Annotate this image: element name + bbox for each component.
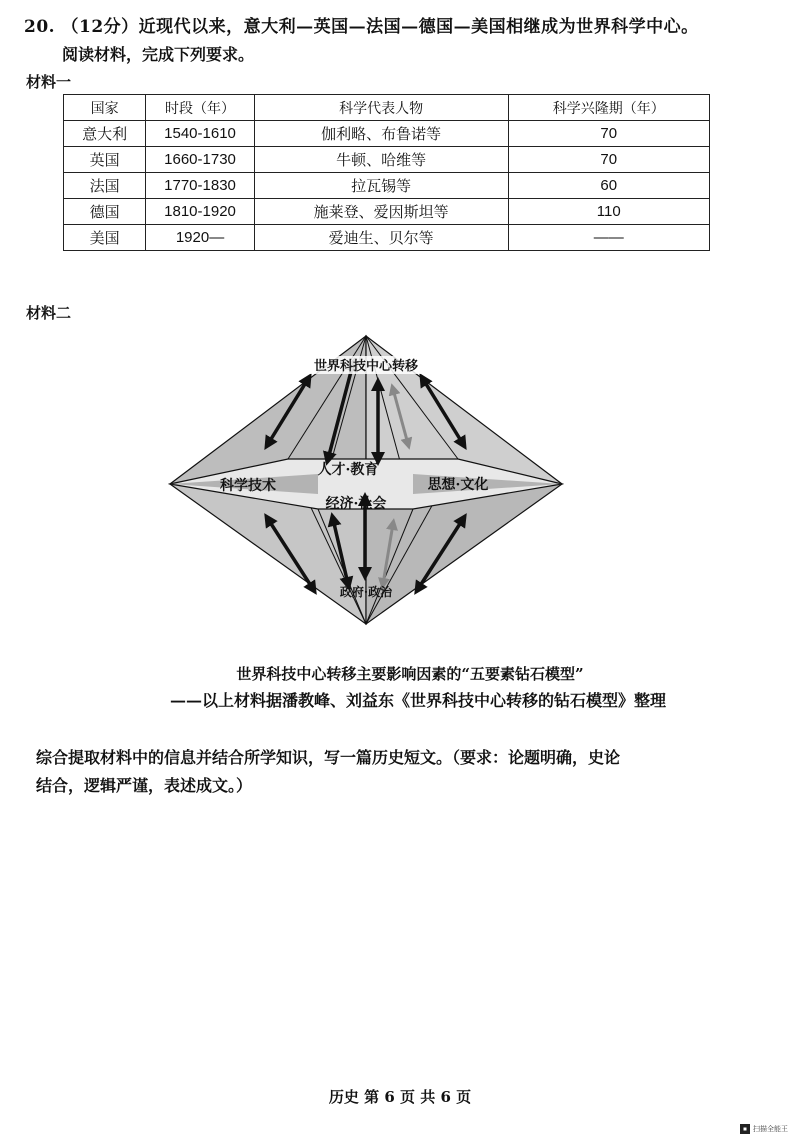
task-instruction-line1: 综合提取材料中的信息并结合所学知识，写一篇历史短文。（要求：论题明确，史论 [36,748,621,767]
table-row [64,225,710,251]
material1-label: 材料一 [26,73,72,91]
cell-years: 110 [508,199,709,225]
cell-period: 1540-1610 [146,121,254,147]
label-top-world-center-shift: 世界科技中心转移 [313,359,419,374]
table-row [64,121,710,147]
cell-country: 意大利 [64,121,146,147]
cell-country: 德国 [64,199,146,225]
cell-years: —— [508,225,709,251]
table-row [64,173,710,199]
cell-representatives: 爱迪生、贝尔等 [254,225,508,251]
cell-period: 1660-1730 [146,147,254,173]
label-government-politics: 政府·政治 [339,585,393,599]
question-instruction: 阅读材料，完成下列要求。 [62,45,255,64]
cell-period: 1810-1920 [146,199,254,225]
scanner-watermark [740,1124,788,1134]
cell-representatives: 牛顿、哈维等 [254,147,508,173]
header-country: 国家 [64,95,146,121]
table-row [64,199,710,225]
cell-country: 法国 [64,173,146,199]
header-representatives: 科学代表人物 [254,95,508,121]
cell-period: 1770-1830 [146,173,254,199]
cell-country: 英国 [64,147,146,173]
cell-country: 美国 [64,225,146,251]
table-row [64,147,710,173]
material-source: ——以上材料据潘教峰、刘益东《世界科技中心转移的钻石模型》整理 [170,691,667,710]
task-instruction-line2: 结合，逻辑严谨，表述成文。） [36,776,253,795]
cell-representatives: 伽利略、布鲁诺等 [254,121,508,147]
material2-label: 材料二 [26,304,72,322]
label-thought-culture: 思想·文化 [427,477,489,493]
header-period: 时段（年） [146,95,254,121]
label-science-technology: 科学技术 [220,478,276,494]
question-prompt: 20. （12分）近现代以来，意大利—英国—法国—德国—美国相继成为世界科学中心。 [24,17,699,37]
qr-code-icon [740,1124,750,1134]
label-talent-education: 人才·教育 [317,462,379,478]
page-footer: 历史 第 6 页 共 6 页 [328,1088,472,1106]
cell-representatives: 拉瓦锡等 [254,173,508,199]
header-prosperity-years: 科学兴隆期（年） [508,95,709,121]
label-economy-society: 经济·社会 [325,496,387,512]
diagram-caption: 世界科技中心转移主要影响因素的“五要素钻石模型” [236,665,584,683]
science-center-table [63,94,710,251]
cell-years: 60 [508,173,709,199]
cell-years: 70 [508,147,709,173]
table-header-row [64,95,710,121]
cell-years: 70 [508,121,709,147]
cell-representatives: 施莱登、爱因斯坦等 [254,199,508,225]
cell-period: 1920— [146,225,254,251]
diamond-model-diagram [168,334,568,634]
scanner-watermark-text: 扫描全能王 [753,1125,788,1133]
